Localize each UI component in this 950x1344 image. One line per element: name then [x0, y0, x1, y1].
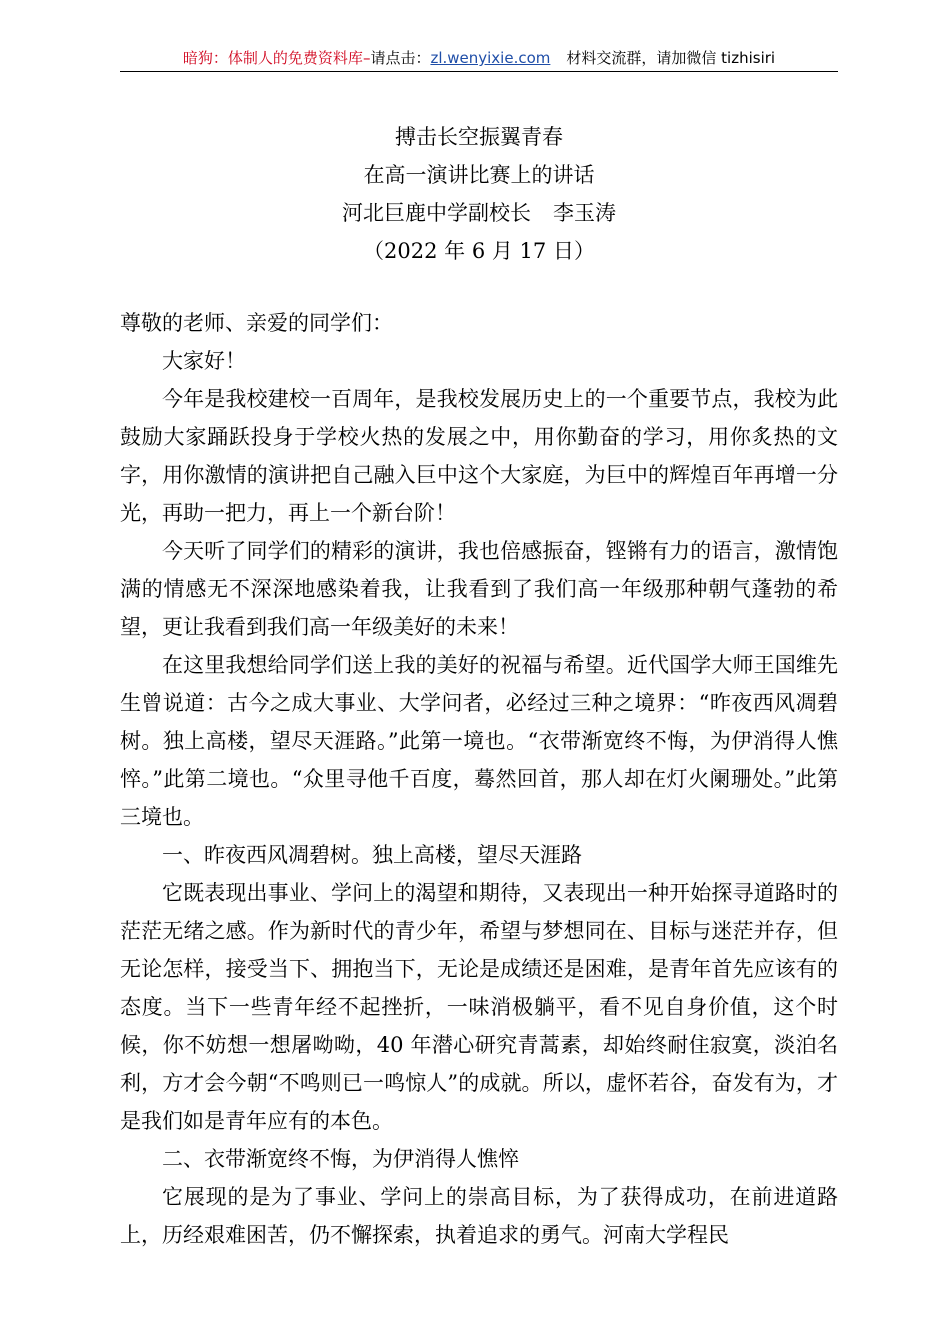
header-divider: [120, 71, 838, 72]
paragraph-centennial: 今年是我校建校一百周年，是我校发展历史上的一个重要节点，我校为此鼓励大家踊跃投身于学校火热的发展之中，用你勤奋的学习，用你炙热的文字，用你激情的演讲把自己融入巨中这个大家庭，为巨中的辉煌百年再增一分光，再助一把力，再上一个新台阶！: [120, 387, 838, 525]
paragraph-realm-one: 它既表现出事业、学问上的渴望和期待，又表现出一种开始探寻道路时的茫茫无绪之感。作为新时代的青少年，希望与梦想同在、目标与迷茫并存，但无论怎样，接受当下、拥抱当下，无论是成绩还是困难，是青年首先应该有的态度。当下一些青年经不起挫折，一味消极躺平，看不见自身价值，这个时候，你不妨想一想屠呦呦，40 年潜心研究青蒿素，却始终耐住寂寞，淡泊名利，方才会今朝“不鸣则已一鸣惊人”的成就。所以，虚怀若谷，奋发有为，才是我们如是青年应有的本色。: [120, 881, 838, 1133]
speaker-name: 李玉涛: [553, 201, 616, 225]
salutation: 尊敬的老师、亲爱的同学们：: [120, 311, 393, 335]
speech-body: [120, 304, 838, 1254]
document-title: 搏击长空振翼青春: [395, 125, 563, 149]
paragraph-three-realms: 在这里我想给同学们送上我的美好的祝福与希望。近代国学大师王国维先生曾说道：古今之成大事业、大学问者，必经过三种之境界：“昨夜西风凋碧树。独上高楼，望尽天涯路。”此第一境也。“衣带渐宽终不悔，为伊消得人憔悴。”此第二境也。“众里寻他千百度，蓦然回首，那人却在灯火阑珊处。”此第三境也。: [120, 653, 838, 829]
title-block: [120, 118, 838, 270]
speech-date: （2022 年 6 月 17 日）: [363, 239, 595, 263]
section-heading-2: 二、衣带渐宽终不悔，为伊消得人憔悴: [162, 1147, 519, 1171]
speaker-line: [120, 194, 838, 232]
paragraph-impressions: 今天听了同学们的精彩的演讲，我也倍感振奋，铿锵有力的语言，激情饱满的情感无不深深地感染着我，让我看到了我们高一年级那种朝气蓬勃的希望，更让我看到我们高一年级美好的未来！: [120, 539, 838, 639]
paragraph-realm-two: 它展现的是为了事业、学问上的崇高目标，为了获得成功，在前进道路上，历经艰难困苦，仍不懈探索，执着追求的勇气。河南大学程民: [120, 1185, 838, 1247]
document-subtitle: 在高一演讲比赛上的讲话: [363, 163, 595, 187]
section-heading-1: 一、昨夜西风凋碧树。独上高楼，望尽天涯路: [162, 843, 582, 867]
page-header: [120, 46, 838, 70]
header-separator: –: [362, 49, 371, 67]
header-group-note: 材料交流群，请加微信 tizhisiri: [566, 49, 776, 67]
greeting: 大家好！: [162, 349, 246, 373]
header-prompt: 请点击：: [370, 49, 431, 67]
speaker-org: 河北巨鹿中学副校长: [342, 201, 531, 225]
header-brand: 暗狗：体制人的免费资料库: [182, 49, 363, 67]
header-link[interactable]: zl.wenyixie.com: [430, 49, 551, 67]
